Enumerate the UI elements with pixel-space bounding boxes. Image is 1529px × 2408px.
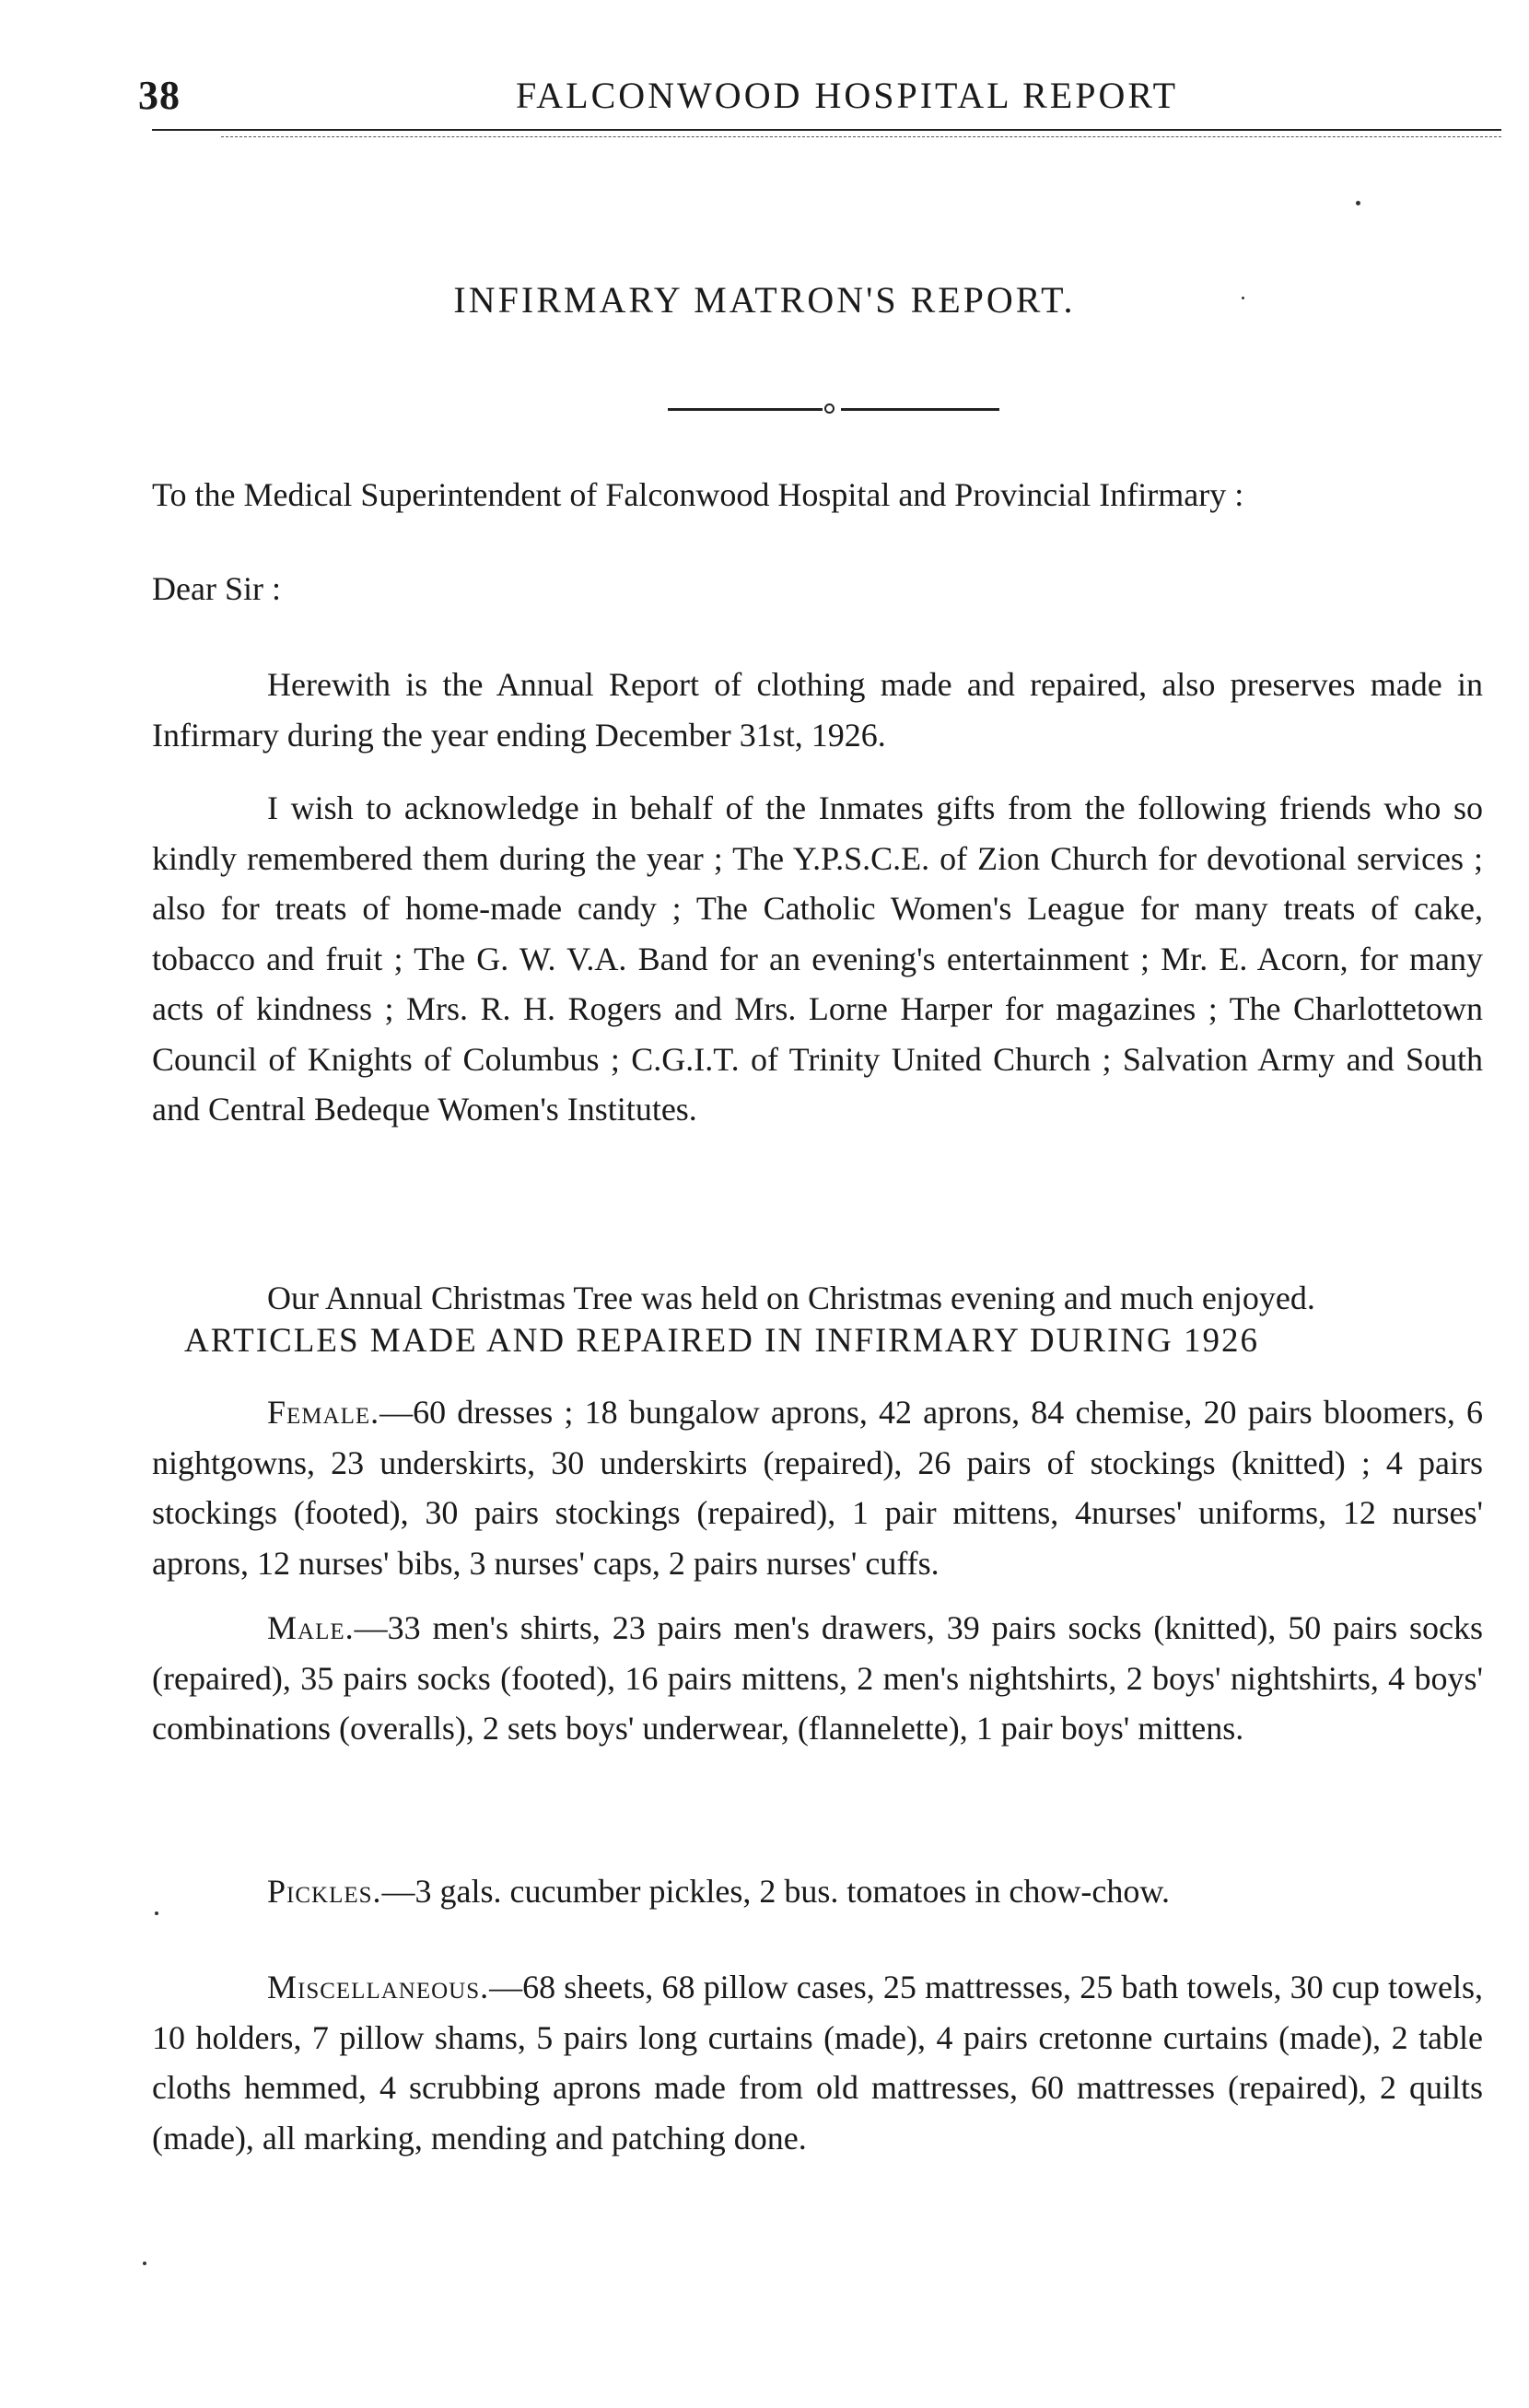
item-label-female: Female.	[267, 1394, 380, 1431]
page-number: 38	[138, 73, 181, 118]
letter-addressee: To the Medical Superintendent of Falconwood Hospital and Provincial Infirmary :	[152, 476, 1244, 513]
letter-paragraph-intro: Herewith is the Annual Report of clothing made and repaired, also preserves made in Infirmary during the year ending December 31st, 1926.	[152, 666, 1483, 754]
letter-paragraph-acknowledgements: I wish to acknowledge in behalf of the Inmates gifts from the following friends who so kindly remembered them during the year ; The Y.P.S.C.E. of Zion Church for devotional services ; also for treats of home-made candy ; The Catholic Women's League for many treats of cake, tobacco and fruit ; The G. W. V.A. Band for an evening's entertainment ; Mr. E. Acorn, for many acts of kindness ; Mrs. R. H. Rogers and Mrs. Lorne Harper for magazines ; The Charlottetown Council of Knights of Columbus ; C.G.I.T. of Trinity United Church ; Salvation Army and South and Central Bedeque Women's Institutes.	[152, 789, 1483, 1128]
letter-salutation: Dear Sir :	[152, 570, 281, 607]
item-text-male: —33 men's shirts, 23 pairs men's drawers, 39 pairs socks (knitted), 50 pairs socks (repaired), 35 pairs socks (footed), 16 pairs mittens, 2 men's nightshirts, 2 boys' nightshirts, 4 boys' combinations (overalls), 2 sets boys' underwear, (flannelette), 1 pair boys' mittens.	[152, 1609, 1483, 1747]
item-label-pickles: Pickles.	[267, 1873, 382, 1910]
item-text-pickles: —3 gals. cucumber pickles, 2 bus. tomatoes in chow-chow.	[381, 1873, 1171, 1910]
print-speck	[1356, 201, 1360, 205]
header-rule-secondary	[221, 136, 1501, 137]
articles-section-heading: ARTICLES MADE AND REPAIRED IN INFIRMARY DURING 1926	[184, 1322, 1260, 1360]
report-title: INFIRMARY MATRON'S REPORT.	[453, 279, 1076, 321]
ornament-line-right	[841, 408, 999, 411]
ornament-line-left	[668, 408, 823, 411]
articles-item-miscellaneous	[152, 1962, 1483, 2163]
item-label-male: Male.	[267, 1609, 355, 1646]
print-speck	[1242, 297, 1244, 299]
articles-item-male	[152, 1603, 1483, 1754]
articles-item-female	[152, 1387, 1483, 1588]
page-header	[138, 72, 1501, 146]
item-text-female: —60 dresses ; 18 bungalow aprons, 42 aprons, 84 chemise, 20 pairs bloomers, 6 nightgowns, 23 underskirts, 30 underskirts (repaired), 26 pairs of stockings (knitted) ; 4 pairs stockings (footed), 30 pairs stockings (repaired), 1 pair mittens, 4nurses' uniforms, 12 nurses' aprons, 12 nurses' bibs, 3 nurses' caps, 2 pairs nurses' cuffs.	[152, 1394, 1483, 1582]
item-text-miscellaneous: —68 sheets, 68 pillow cases, 25 mattresses, 25 bath towels, 30 cup towels, 10 holders, 7 pillow shams, 5 pairs long curtains (made), 4 pairs cretonne curtains (made), 2 table cloths hemmed, 4 scrubbing aprons made from old mattresses, 60 mattresses (repaired), 2 quilts (made), all marking, mending and patching done.	[152, 1969, 1483, 2157]
articles-item-pickles	[152, 1866, 1483, 1917]
letter-paragraph-christmas: Our Annual Christmas Tree was held on Christmas evening and much enjoyed.	[267, 1280, 1315, 1316]
item-label-miscellaneous: Miscellaneous.	[267, 1969, 490, 2005]
header-rule	[152, 129, 1501, 131]
print-speck	[155, 1911, 158, 1915]
title-ornament-divider	[668, 403, 999, 415]
print-speck	[143, 2262, 146, 2265]
ornament-circle	[824, 403, 835, 414]
running-title: FALCONWOOD HOSPITAL REPORT	[516, 75, 1179, 116]
